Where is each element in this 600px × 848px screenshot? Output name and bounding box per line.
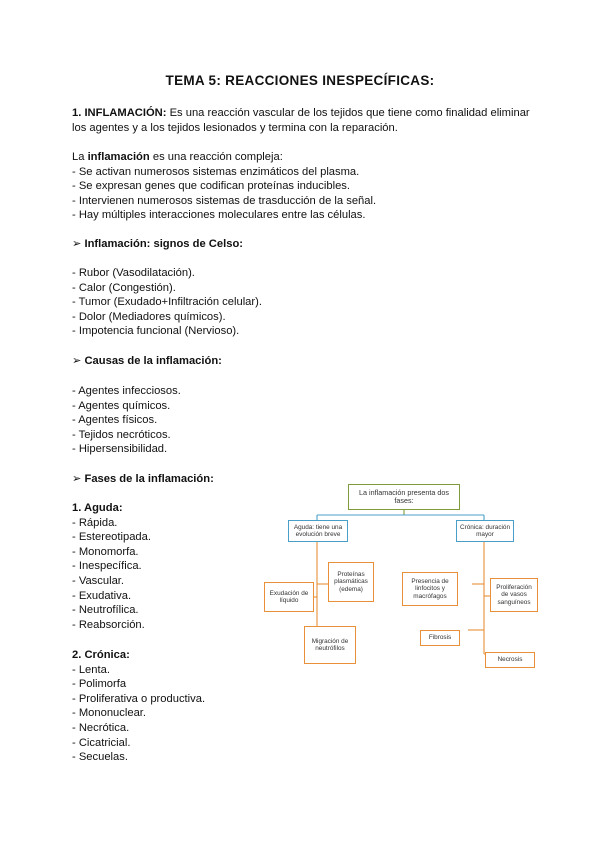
list-item: - Secuelas. bbox=[72, 751, 128, 764]
compleja-list bbox=[72, 165, 542, 223]
list-item: - Rápida. bbox=[72, 516, 118, 529]
list-item: - Tumor (Exudado+Infiltración celular). bbox=[72, 296, 262, 309]
intro-text-1: Es una reacción vascular de los tejidos que tiene como finalidad eliminar bbox=[166, 107, 530, 119]
node-proteinas: Proteínas plasmáticas (edema) bbox=[328, 562, 374, 602]
intro-label: 1. INFLAMACIÓN: bbox=[72, 107, 167, 119]
node-migracion: Migración de neutrófilos bbox=[304, 626, 356, 664]
node-aguda: Aguda: tiene una evolución breve bbox=[288, 520, 348, 542]
compleja-pre: La bbox=[72, 151, 88, 163]
list-item: - Dolor (Mediadores químicos). bbox=[72, 310, 226, 323]
list-item: - Agentes físicos. bbox=[72, 414, 158, 427]
list-item: - Monomorfa. bbox=[72, 545, 139, 558]
list-item: - Estereotipada. bbox=[72, 531, 151, 544]
compleja-post: es una reacción compleja: bbox=[149, 151, 283, 163]
fases-heading: ➢ Fases de la inflamación: bbox=[72, 473, 214, 485]
list-item: - Mononuclear. bbox=[72, 707, 147, 720]
list-item: - Se expresan genes que codifican proteínas inducibles. bbox=[72, 180, 350, 193]
aguda-title: 1. Aguda: bbox=[72, 502, 123, 514]
intro-text-2: los agentes y a los tejidos lesionados y termina con la reparación. bbox=[72, 121, 398, 134]
fase-cronica bbox=[72, 648, 252, 765]
list-item: - Agentes infecciosos. bbox=[72, 385, 181, 397]
list-item: - Hipersensibilidad. bbox=[72, 443, 168, 456]
node-cronica: Crónica: duración mayor bbox=[456, 520, 514, 542]
list-item: - Proliferativa o productiva. bbox=[72, 692, 206, 705]
inflammation-phases-diagram bbox=[256, 482, 540, 674]
list-item: - Polimorfa bbox=[72, 678, 127, 691]
causas-heading: ➢ Causas de la inflamación: bbox=[72, 355, 222, 367]
list-item: - Rubor (Vasodilatación). bbox=[72, 267, 195, 279]
celso-list-wrap bbox=[72, 266, 542, 339]
list-item: - Impotencia funcional (Nervioso). bbox=[72, 325, 240, 338]
node-fibrosis: Fibrosis bbox=[420, 630, 460, 646]
list-item: - Lenta. bbox=[72, 663, 110, 676]
intro-paragraph bbox=[72, 106, 542, 135]
list-item: - Tejidos necróticos. bbox=[72, 428, 171, 441]
cronica-list bbox=[72, 663, 252, 765]
node-proliferacion: Proliferación de vasos sanguíneos bbox=[490, 578, 538, 612]
aguda-list bbox=[72, 516, 252, 633]
compleja-section bbox=[72, 150, 542, 223]
list-item: - Se activan numerosos sistemas enzimáticos del plasma. bbox=[72, 165, 360, 178]
page-title: TEMA 5: REACCIONES INESPECÍFICAS: bbox=[165, 73, 435, 88]
causas-list-wrap bbox=[72, 384, 542, 457]
fase-aguda bbox=[72, 501, 252, 632]
causas-list bbox=[72, 384, 542, 457]
list-item: - Intervienen numerosos sistemas de trasducción de la señal. bbox=[72, 194, 377, 207]
list-item: - Exudativa. bbox=[72, 589, 132, 602]
celso-heading: ➢ Inflamación: signos de Celso: bbox=[72, 238, 243, 250]
celso-list bbox=[72, 266, 542, 339]
list-item: - Inespecífica. bbox=[72, 560, 142, 573]
list-item: - Hay múltiples interacciones moleculares entre las células. bbox=[72, 209, 366, 222]
node-root: La inflamación presenta dos fases: bbox=[348, 484, 460, 510]
cronica-title: 2. Crónica: bbox=[72, 649, 130, 661]
compleja-bold: inflamación bbox=[87, 151, 150, 163]
list-item: - Cicatricial. bbox=[72, 736, 131, 749]
list-item: - Vascular. bbox=[72, 574, 125, 587]
list-item: - Calor (Congestión). bbox=[72, 281, 176, 294]
list-item: - Reabsorción. bbox=[72, 618, 145, 631]
node-exudacion: Exudación de líquido bbox=[264, 582, 314, 612]
celso-section bbox=[72, 237, 542, 252]
list-item: - Necrótica. bbox=[72, 721, 130, 734]
list-item: - Agentes químicos. bbox=[72, 399, 171, 412]
node-necrosis: Necrosis bbox=[485, 652, 535, 668]
causas-section bbox=[72, 354, 542, 369]
node-presencia: Presencia de linfocitos y macrófagos bbox=[402, 572, 458, 606]
list-item: - Neutrofílica. bbox=[72, 604, 139, 617]
